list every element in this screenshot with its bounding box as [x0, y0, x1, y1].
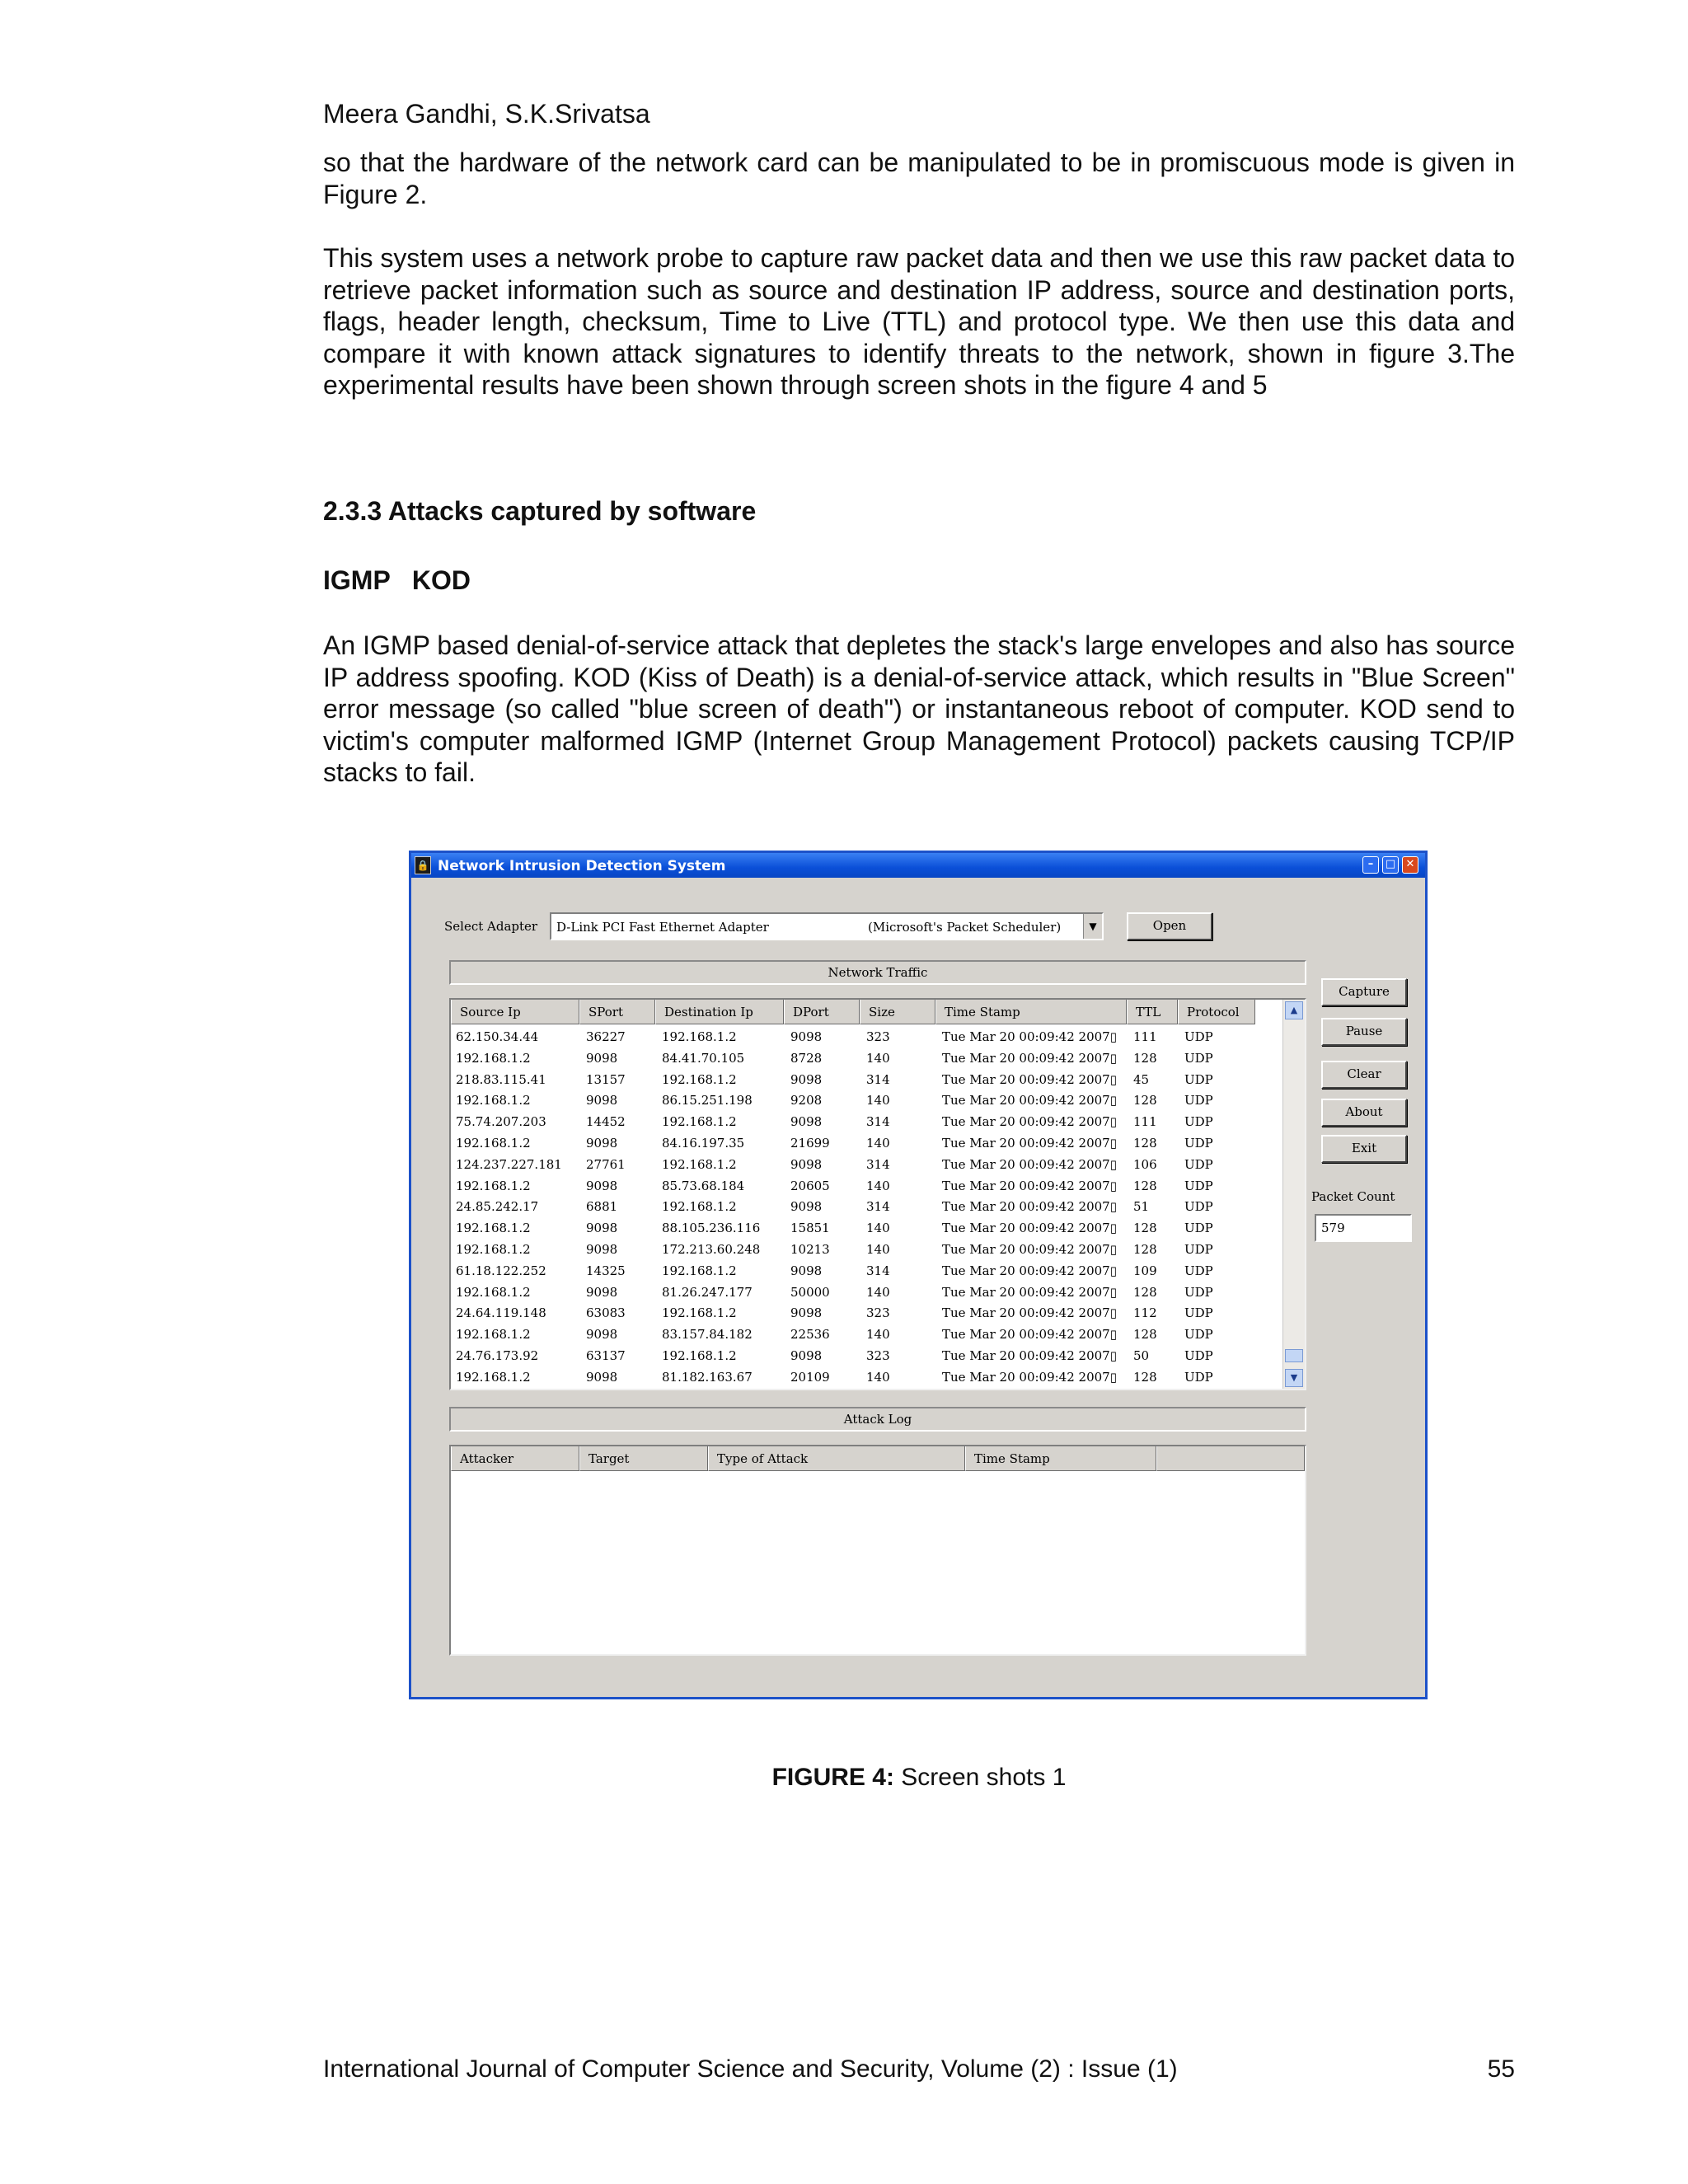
cell-dport: 9098: [790, 1071, 823, 1087]
maximize-icon[interactable]: □: [1382, 856, 1399, 874]
cell-source-ip: 192.168.1.2: [456, 1242, 531, 1257]
cell-size: 140: [866, 1242, 890, 1257]
close-icon[interactable]: ✕: [1402, 856, 1418, 874]
cell-sport: 14452: [586, 1114, 626, 1130]
cell-size: 140: [866, 1136, 890, 1151]
adapter-name: D-Link PCI Fast Ethernet Adapter: [556, 920, 769, 935]
lock-icon: 🔒: [415, 856, 431, 874]
attack-log-table[interactable]: [449, 1445, 1306, 1656]
cell-dport: 9208: [790, 1093, 823, 1108]
cell-ttl: 128: [1133, 1178, 1157, 1193]
cell-protocol: UDP: [1184, 1178, 1213, 1193]
section-heading: 2.3.3 Attacks captured by software: [323, 496, 757, 526]
cell-protocol: UDP: [1184, 1305, 1213, 1321]
cell-dport: 9098: [790, 1263, 823, 1278]
cell-time-stamp: Tue Mar 20 00:09:42 2007▯: [942, 1136, 1117, 1151]
cell-time-stamp: Tue Mar 20 00:09:42 2007▯: [942, 1093, 1117, 1108]
cell-time-stamp: Tue Mar 20 00:09:42 2007▯: [942, 1029, 1117, 1044]
cell-protocol: UDP: [1184, 1221, 1213, 1236]
cell-size: 314: [866, 1156, 890, 1172]
cell-time-stamp: Tue Mar 20 00:09:42 2007▯: [942, 1114, 1117, 1130]
cell-size: 140: [866, 1093, 890, 1108]
cell-sport: 9098: [586, 1284, 618, 1300]
cell-protocol: UDP: [1184, 1263, 1213, 1278]
cell-sport: 9098: [586, 1369, 618, 1385]
cell-size: 314: [866, 1071, 890, 1087]
cell-sport: 6881: [586, 1199, 618, 1215]
col-header-type-of-attack[interactable]: Type of Attack: [708, 1446, 965, 1471]
cell-sport: 14325: [586, 1263, 626, 1278]
cell-destination-ip: 85.73.68.184: [662, 1178, 745, 1193]
cell-ttl: 128: [1133, 1369, 1157, 1385]
cell-sport: 9098: [586, 1093, 618, 1108]
cell-sport: 9098: [586, 1327, 618, 1343]
cell-size: 323: [866, 1305, 890, 1321]
cell-protocol: UDP: [1184, 1114, 1213, 1130]
packet-count-field[interactable]: 579: [1315, 1214, 1412, 1242]
window-title: Network Intrusion Detection System: [438, 858, 726, 874]
cell-destination-ip: 192.168.1.2: [662, 1029, 737, 1044]
cell-dport: 20109: [790, 1369, 830, 1385]
cell-source-ip: 24.64.119.148: [456, 1305, 546, 1321]
select-adapter-label: Select Adapter: [444, 919, 538, 934]
table-row[interactable]: [451, 1347, 1283, 1367]
table-row[interactable]: [451, 1049, 1283, 1070]
table-row[interactable]: [451, 1177, 1283, 1197]
scroll-down-icon[interactable]: ▼: [1285, 1369, 1303, 1387]
cell-source-ip: 192.168.1.2: [456, 1178, 531, 1193]
cell-ttl: 128: [1133, 1284, 1157, 1300]
cell-dport: 9098: [790, 1199, 823, 1215]
cell-source-ip: 124.237.227.181: [456, 1156, 562, 1172]
cell-dport: 10213: [790, 1242, 830, 1257]
packet-count-label: Packet Count: [1311, 1189, 1395, 1204]
cell-destination-ip: 84.16.197.35: [662, 1136, 745, 1151]
figure-caption-label: FIGURE 4:: [771, 1764, 894, 1791]
cell-dport: 20605: [790, 1178, 830, 1193]
col-header-attack-time-stamp[interactable]: Time Stamp: [965, 1446, 1156, 1471]
col-header-time-stamp[interactable]: Time Stamp: [935, 1000, 1127, 1024]
cell-ttl: 45: [1133, 1071, 1150, 1087]
col-header-protocol[interactable]: Protocol: [1178, 1000, 1255, 1024]
table-row[interactable]: [451, 1240, 1283, 1261]
exit-button[interactable]: Exit: [1321, 1135, 1407, 1163]
cell-source-ip: 62.150.34.44: [456, 1029, 539, 1044]
cell-dport: 9098: [790, 1348, 823, 1363]
table-row[interactable]: [451, 1134, 1283, 1155]
cell-dport: 50000: [790, 1284, 830, 1300]
cell-destination-ip: 192.168.1.2: [662, 1305, 737, 1321]
table-row[interactable]: [451, 1197, 1283, 1218]
cell-destination-ip: 86.15.251.198: [662, 1093, 753, 1108]
running-header-authors: Meera Gandhi, S.K.Srivatsa: [323, 99, 650, 129]
cell-time-stamp: Tue Mar 20 00:09:42 2007▯: [942, 1327, 1117, 1343]
cell-size: 140: [866, 1178, 890, 1193]
cell-sport: 9098: [586, 1221, 618, 1236]
cell-size: 314: [866, 1114, 890, 1130]
network-traffic-label: Network Traffic: [449, 960, 1306, 985]
cell-time-stamp: Tue Mar 20 00:09:42 2007▯: [942, 1242, 1117, 1257]
cell-dport: 9098: [790, 1156, 823, 1172]
cell-protocol: UDP: [1184, 1327, 1213, 1343]
cell-ttl: 128: [1133, 1327, 1157, 1343]
footer-journal: International Journal of Computer Science and Security, Volume (2) : Issue (1): [323, 2055, 1178, 2083]
cell-sport: 63083: [586, 1305, 626, 1321]
table-row[interactable]: [451, 1262, 1283, 1282]
table-row[interactable]: [451, 1283, 1283, 1304]
cell-size: 140: [866, 1284, 890, 1300]
cell-dport: 15851: [790, 1221, 830, 1236]
cell-time-stamp: Tue Mar 20 00:09:42 2007▯: [942, 1263, 1117, 1278]
open-button[interactable]: Open: [1127, 912, 1212, 940]
table-row[interactable]: [451, 1091, 1283, 1112]
table-row[interactable]: [451, 1368, 1283, 1389]
cell-ttl: 128: [1133, 1221, 1157, 1236]
cell-time-stamp: Tue Mar 20 00:09:42 2007▯: [942, 1050, 1117, 1066]
cell-source-ip: 192.168.1.2: [456, 1050, 531, 1066]
cell-destination-ip: 81.26.247.177: [662, 1284, 753, 1300]
cell-time-stamp: Tue Mar 20 00:09:42 2007▯: [942, 1156, 1117, 1172]
cell-destination-ip: 192.168.1.2: [662, 1263, 737, 1278]
cell-dport: 22536: [790, 1327, 830, 1343]
cell-time-stamp: Tue Mar 20 00:09:42 2007▯: [942, 1221, 1117, 1236]
cell-destination-ip: 192.168.1.2: [662, 1114, 737, 1130]
cell-ttl: 50: [1133, 1348, 1150, 1363]
cell-source-ip: 192.168.1.2: [456, 1327, 531, 1343]
traffic-table[interactable]: [449, 998, 1306, 1390]
cell-ttl: 128: [1133, 1136, 1157, 1151]
cell-ttl: 112: [1133, 1305, 1157, 1321]
cell-source-ip: 192.168.1.2: [456, 1221, 531, 1236]
capture-button[interactable]: Capture: [1321, 978, 1407, 1006]
table-row[interactable]: [451, 1325, 1283, 1346]
cell-dport: 9098: [790, 1305, 823, 1321]
paragraph-system: This system uses a network probe to capture raw packet data and then we use this raw packet data to retrieve packet information such as source and destination IP address, source and destination ports, flags, header length, checksum, Time to Live (TTL) and protocol type. We then use this data and compare it with known attack signatures to identify threats to the network, shown in figure 3.The experimental results have been shown through screen shots in the figure 4 and 5: [323, 243, 1515, 400]
scroll-up-icon[interactable]: ▲: [1285, 1001, 1303, 1019]
cell-protocol: UDP: [1184, 1348, 1213, 1363]
app-window: [409, 851, 1428, 1699]
col-header-sport[interactable]: SPort: [579, 1000, 655, 1024]
cell-destination-ip: 172.213.60.248: [662, 1242, 761, 1257]
cell-ttl: 109: [1133, 1263, 1157, 1278]
table-row[interactable]: [451, 1219, 1283, 1240]
minimize-icon[interactable]: –: [1362, 856, 1379, 874]
cell-ttl: 111: [1133, 1029, 1157, 1044]
cell-source-ip: 192.168.1.2: [456, 1093, 531, 1108]
cell-size: 140: [866, 1369, 890, 1385]
col-header-destination-ip[interactable]: Destination Ip: [655, 1000, 784, 1024]
cell-sport: 9098: [586, 1050, 618, 1066]
cell-sport: 9098: [586, 1136, 618, 1151]
cell-time-stamp: Tue Mar 20 00:09:42 2007▯: [942, 1284, 1117, 1300]
cell-sport: 13157: [586, 1071, 626, 1087]
cell-time-stamp: Tue Mar 20 00:09:42 2007▯: [942, 1178, 1117, 1193]
table-row[interactable]: [451, 1155, 1283, 1176]
cell-source-ip: 192.168.1.2: [456, 1136, 531, 1151]
cell-size: 323: [866, 1029, 890, 1044]
cell-time-stamp: Tue Mar 20 00:09:42 2007▯: [942, 1348, 1117, 1363]
chevron-down-icon[interactable]: ▼: [1083, 914, 1102, 939]
cell-destination-ip: 192.168.1.2: [662, 1348, 737, 1363]
cell-size: 140: [866, 1050, 890, 1066]
cell-dport: 9098: [790, 1029, 823, 1044]
cell-ttl: 128: [1133, 1242, 1157, 1257]
col-header-blank[interactable]: [1156, 1446, 1305, 1471]
cell-source-ip: 24.85.242.17: [456, 1199, 539, 1215]
cell-protocol: UDP: [1184, 1050, 1213, 1066]
cell-protocol: UDP: [1184, 1199, 1213, 1215]
cell-size: 140: [866, 1221, 890, 1236]
paragraph-intro: so that the hardware of the network card can be manipulated to be in promiscuous mode is given in Figure 2.: [323, 148, 1515, 209]
cell-ttl: 111: [1133, 1114, 1157, 1130]
cell-size: 314: [866, 1199, 890, 1215]
cell-ttl: 128: [1133, 1093, 1157, 1108]
pause-button[interactable]: Pause: [1321, 1018, 1407, 1046]
cell-size: 323: [866, 1348, 890, 1363]
cell-dport: 21699: [790, 1136, 830, 1151]
cell-time-stamp: Tue Mar 20 00:09:42 2007▯: [942, 1199, 1117, 1215]
cell-time-stamp: Tue Mar 20 00:09:42 2007▯: [942, 1369, 1117, 1385]
cell-destination-ip: 192.168.1.2: [662, 1199, 737, 1215]
cell-source-ip: 192.168.1.2: [456, 1369, 531, 1385]
cell-source-ip: 218.83.115.41: [456, 1071, 546, 1087]
cell-destination-ip: 81.182.163.67: [662, 1369, 753, 1385]
cell-dport: 9098: [790, 1114, 823, 1130]
cell-destination-ip: 83.157.84.182: [662, 1327, 753, 1343]
cell-sport: 36227: [586, 1029, 626, 1044]
cell-sport: 9098: [586, 1242, 618, 1257]
subheading: IGMP KOD: [323, 565, 471, 595]
cell-time-stamp: Tue Mar 20 00:09:42 2007▯: [942, 1071, 1117, 1087]
cell-ttl: 128: [1133, 1050, 1157, 1066]
cell-source-ip: 61.18.122.252: [456, 1263, 546, 1278]
col-header-size[interactable]: Size: [860, 1000, 935, 1024]
cell-dport: 8728: [790, 1050, 823, 1066]
cell-source-ip: 24.76.173.92: [456, 1348, 539, 1363]
clear-button[interactable]: Clear: [1321, 1061, 1407, 1089]
cell-time-stamp: Tue Mar 20 00:09:42 2007▯: [942, 1305, 1117, 1321]
col-header-source-ip[interactable]: Source Ip: [451, 1000, 579, 1024]
figure-caption: [0, 1764, 1688, 1792]
scroll-thumb[interactable]: [1285, 1349, 1303, 1362]
table-row[interactable]: [451, 1304, 1283, 1324]
cell-protocol: UDP: [1184, 1029, 1213, 1044]
cell-protocol: UDP: [1184, 1369, 1213, 1385]
cell-source-ip: 192.168.1.2: [456, 1284, 531, 1300]
adapter-select[interactable]: [550, 912, 1104, 940]
cell-destination-ip: 192.168.1.2: [662, 1156, 737, 1172]
cell-protocol: UDP: [1184, 1242, 1213, 1257]
footer-page-number: 55: [1487, 2055, 1515, 2083]
cell-ttl: 106: [1133, 1156, 1157, 1172]
cell-destination-ip: 192.168.1.2: [662, 1071, 737, 1087]
cell-size: 140: [866, 1327, 890, 1343]
adapter-scheduler: (Microsoft's Packet Scheduler): [868, 920, 1062, 935]
about-button[interactable]: About: [1321, 1099, 1407, 1127]
cell-destination-ip: 84.41.70.105: [662, 1050, 745, 1066]
cell-sport: 27761: [586, 1156, 626, 1172]
cell-sport: 9098: [586, 1178, 618, 1193]
cell-destination-ip: 88.105.236.116: [662, 1221, 761, 1236]
attack-log-label: Attack Log: [449, 1407, 1306, 1432]
cell-protocol: UDP: [1184, 1093, 1213, 1108]
table-row[interactable]: [451, 1113, 1283, 1133]
figure-caption-text: Screen shots 1: [893, 1764, 1067, 1791]
title-bar: [411, 853, 1425, 878]
paragraph-kod: An IGMP based denial-of-service attack that depletes the stack's large envelopes and also has source IP address spoofing. KOD (Kiss of Death) is a denial-of-service attack, which results in "Blue Screen" error message (so called "blue screen of death") or instantaneous reboot of computer. KOD send to victim's computer malformed IGMP (Internet Group Management Protocol) packets causing TCP/IP stacks to fail.: [323, 630, 1515, 787]
cell-size: 314: [866, 1263, 890, 1278]
col-header-target[interactable]: Target: [579, 1446, 708, 1471]
cell-protocol: UDP: [1184, 1136, 1213, 1151]
cell-source-ip: 75.74.207.203: [456, 1114, 546, 1130]
col-header-ttl[interactable]: TTL: [1127, 1000, 1178, 1024]
table-row[interactable]: [451, 1028, 1283, 1048]
col-header-dport[interactable]: DPort: [784, 1000, 860, 1024]
traffic-scrollbar[interactable]: [1282, 1000, 1305, 1389]
cell-sport: 63137: [586, 1348, 626, 1363]
cell-protocol: UDP: [1184, 1156, 1213, 1172]
cell-ttl: 51: [1133, 1199, 1150, 1215]
cell-protocol: UDP: [1184, 1284, 1213, 1300]
cell-protocol: UDP: [1184, 1071, 1213, 1087]
col-header-attacker[interactable]: Attacker: [451, 1446, 579, 1471]
table-row[interactable]: [451, 1071, 1283, 1091]
